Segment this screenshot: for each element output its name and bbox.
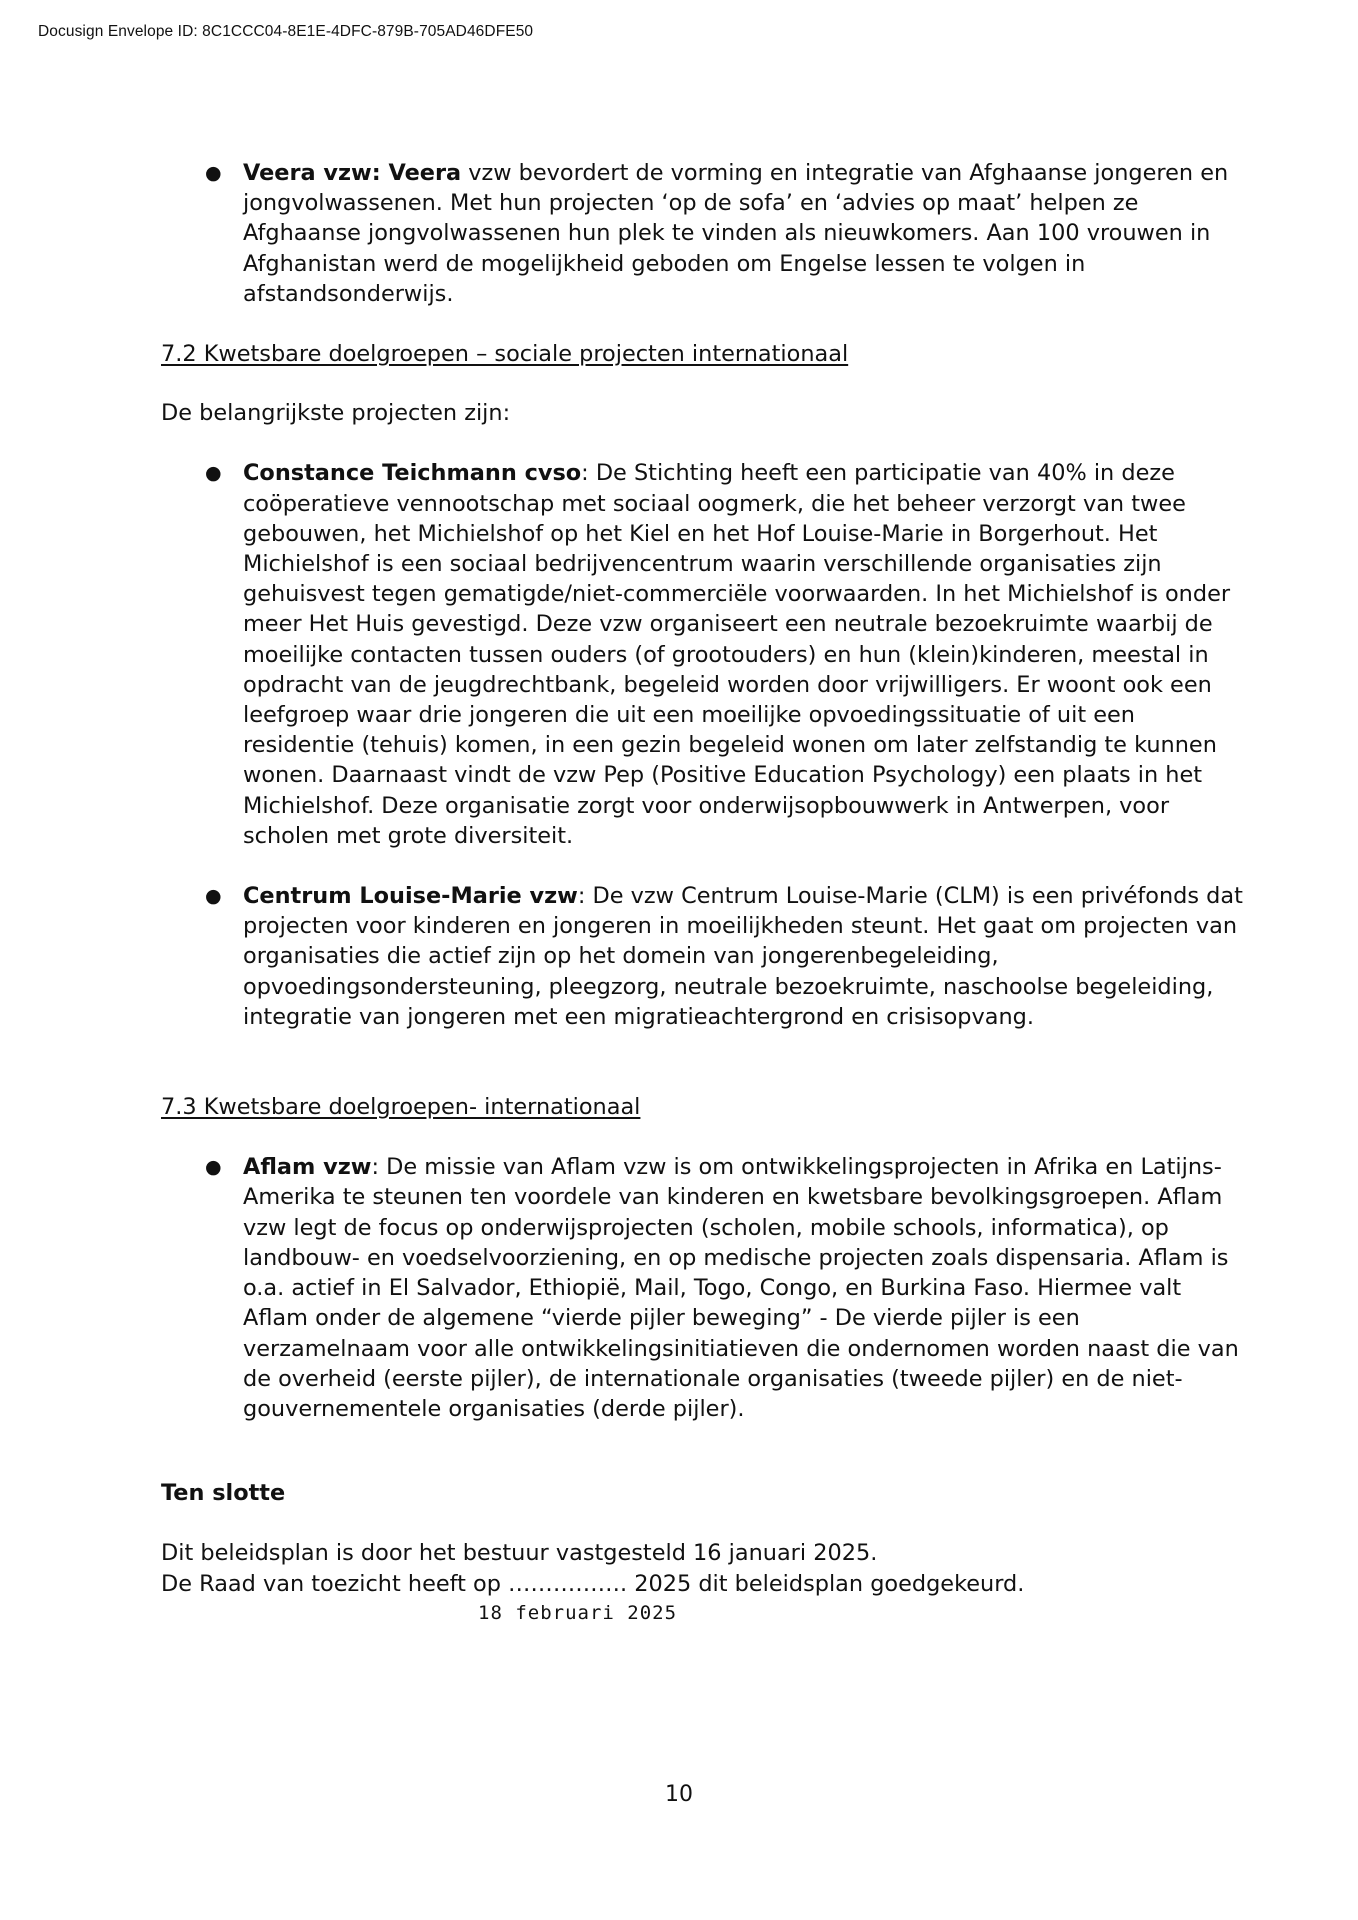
organization-description: : De missie van Aflam vzw is om ontwikkelingsprojecten in Afrika en Latijns-Amerika te steunen ten voordele van kinderen en kwetsbare bevolkingsgroepen. Aflam vzw legt de focus op onderwijsprojecten (scholen, mobile schools, informatica), op landbouw- en voedselvoorziening, en op medische projecten zoals dispensaria. Aflam is o.a. actief in El Salvador, Ethiopië, Mail, Togo, Congo, en Burkina Faso. Hiermee valt Aflam onder de algemene “vierde pijler beweging” - De vierde pijler is een verzamelnaam voor alle ontwikkelingsinitiatieven die ondernomen worden naast die van de overheid (eerste pijler), de internationale organisaties (tweede pijler) en de niet-gouvernementele organisaties (derde pijler). <box>243 1154 1239 1422</box>
bullet-icon: ● <box>205 462 222 485</box>
section-intro: De belangrijkste projecten zijn: <box>161 400 511 427</box>
closing-line-approved: De Raad van toezicht heeft op ……………. 2025 dit beleidsplan goedgekeurd. <box>161 1570 1025 1597</box>
list-item-veera <box>161 158 1243 309</box>
organization-description: : De vzw Centrum Louise-Marie (CLM) is een privéfonds dat projecten voor kinderen en jongeren in moeilijkheden steunt. Het gaat om projecten van organisaties die actief zijn op het domein van jongerenbegeleiding, opvoedingsondersteuning, pleegzorg, neutrale bezoekruimte, naschoolse begeleiding, integratie van jongeren met een migratieachtergrond en crisisopvang. <box>243 883 1243 1030</box>
page-content <box>161 158 1243 1625</box>
page-number: 10 <box>665 1782 693 1807</box>
veera-list <box>161 158 1229 309</box>
list-item-centrum-louise-marie <box>161 881 1243 1032</box>
closing-line-established: Dit beleidsplan is door het bestuur vastgesteld 16 januari 2025. <box>161 1540 878 1567</box>
list-item-aflam <box>161 1152 1243 1424</box>
section-7-3-list <box>161 1152 1239 1424</box>
organization-name: Centrum Louise-Marie vzw <box>243 883 578 910</box>
list-item-constance-teichmann <box>161 458 1243 851</box>
organization-name: Constance Teichmann cvso <box>243 460 582 487</box>
organization-description: vzw bevordert de vorming en integratie van Afghaanse jongeren en jongvolwassenen. Met hun projecten ‘op de sofa’ en ‘advies op maat’ helpen ze Afghaanse jongvolwassenen hun plek te vinden als nieuwkomers. Aan 100 vrouwen in Afghanistan werd de mogelijkheid geboden om Engelse lessen te volgen in afstandsonderwijs. <box>243 160 1229 307</box>
filled-approval-date: 18 februari 2025 <box>478 1601 678 1624</box>
section-heading-7-3: 7.3 Kwetsbare doelgroepen- internationaal <box>161 1094 641 1121</box>
bullet-icon: ● <box>205 162 222 184</box>
organization-name: Aflam vzw <box>243 1154 372 1181</box>
section-heading-7-2: 7.2 Kwetsbare doelgroepen – sociale projecten internationaal <box>161 341 849 368</box>
closing-heading: Ten slotte <box>161 1480 286 1507</box>
bullet-icon: ● <box>205 1156 222 1179</box>
section-7-2-list <box>161 458 1243 1032</box>
bullet-icon: ● <box>205 885 222 908</box>
organization-description: : De Stichting heeft een participatie van 40% in deze coöperatieve vennootschap met sociaal oogmerk, die het beheer verzorgt van twee gebouwen, het Michielshof op het Kiel en het Hof Louise-Marie in Borgerhout. Het Michielshof is een sociaal bedrijvencentrum waarin verschillende organisaties zijn gehuisvest tegen gematigde/niet-commerciële voorwaarden. In het Michielshof is onder meer Het Huis gevestigd. Deze vzw organiseert een neutrale bezoekruimte waarbij de moeilijke contacten tussen ouders (of grootouders) en hun (klein)kinderen, meestal in opdracht van de jeugdrechtbank, begeleid worden door vrijwilligers. Er woont ook een leefgroep waar drie jongeren die uit een moeilijke opvoedingssituatie of uit een residentie (tehuis) komen, in een gezin begeleid wonen om later zelfstandig te kunnen wonen. Daarnaast vindt de vzw Pep (Positive Education Psychology) een plaats in het Michielshof. Deze organisatie zorgt voor onderwijsopbouwwerk in Antwerpen, voor scholen met grote diversiteit. <box>243 460 1231 849</box>
docusign-envelope-id: Docusign Envelope ID: 8C1CCC04-8E1E-4DFC-879B-705AD46DFE50 <box>38 23 534 40</box>
organization-name: Veera vzw: Veera <box>243 160 462 186</box>
